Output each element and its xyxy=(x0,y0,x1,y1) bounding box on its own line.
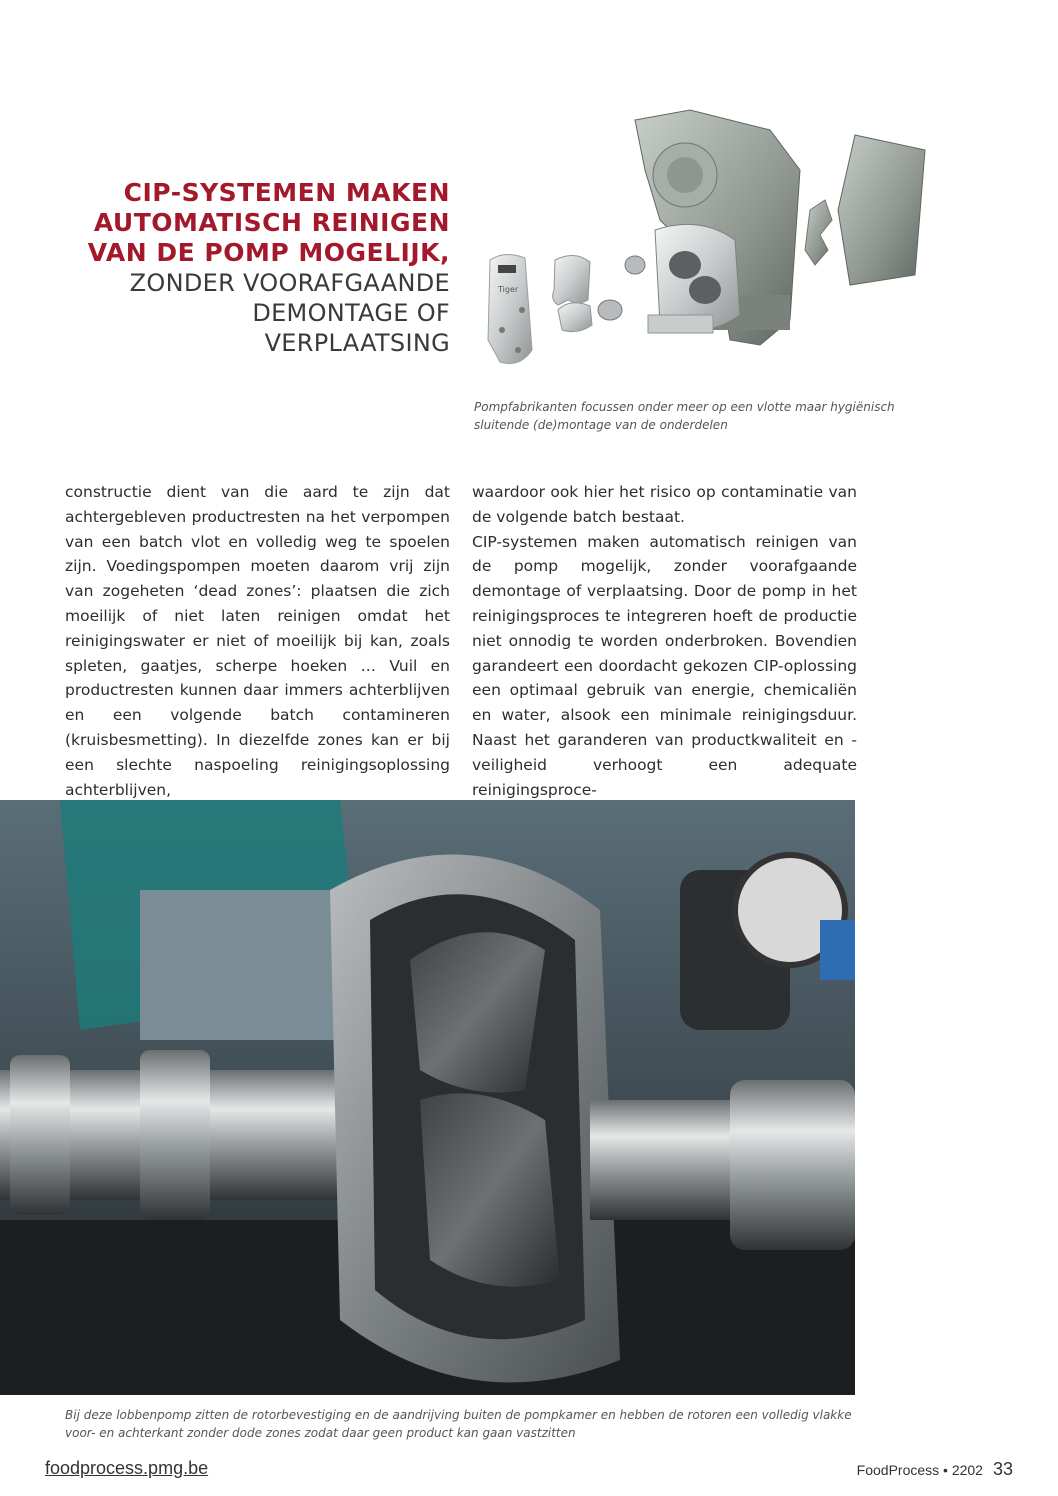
article-headline xyxy=(60,178,450,358)
top-figure-caption: Pompfabrikanten focussen onder meer op een vlotte maar hygiënisch sluitende (de)montage van de onderdelen xyxy=(474,400,895,432)
rotor-lobes xyxy=(553,255,645,331)
bottom-figure-caption: Bij deze lobbenpomp zitten de rotorbevestiging en de aandrijving buiten de pompkamer en hebben de rotoren een volledig vlakke voor- en achterkant zonder dode zones zodat daar geen product kan gaan vastzitten xyxy=(65,1408,852,1440)
headline-bold-line-2: AUTOMATISCH REINIGEN xyxy=(93,208,450,237)
pump-head xyxy=(648,224,740,333)
lobe-pump-photo xyxy=(0,800,855,1395)
body-paragraph: constructie dient van die aard te zijn dat achtergebleven productresten na het verpompen van een batch vlot en volledig weg te spoelen zijn. Voedingspompen moeten daarom vrij zijn van zogeheten ‘dead zones’: plaatsen die zich moeilijk of niet laten reinigen omdat het reinigingswater er niet of moeilijk bij kan, zoals spleten, gaatjes, scherpe hoeken … Vuil en productresten kunnen daar immers achterblijven en een volgende batch contamineren (kruisbesmetting). In diezelfde zones kan er bij een slechte naspoeling reinigingsoplossing achterblijven, xyxy=(65,483,450,799)
front-cover-plate xyxy=(488,254,532,363)
issue-label: FoodProcess • 2202 xyxy=(856,1462,983,1478)
page-number: 33 xyxy=(992,1459,1013,1479)
body-column-left xyxy=(65,480,450,802)
page-footer xyxy=(857,1459,1013,1480)
body-paragraph: CIP-systemen maken automatisch reinigen van de pomp mogelijk, zonder voorafgaande demontage of verplaatsing. Door de pomp in het reinigingsproces te integreren hoeft de productie niet onnodig te worden onderbroken. Bovendien garandeert een doordacht gekozen CIP-oplossing een optimaal gebruik van energie, chemicaliën en water, alsook een minimale reinigingsduur. Naast het garanderen van productkwaliteit en -veiligheid verhoogt een adequate reinigingsproce- xyxy=(472,532,857,799)
side-plates xyxy=(805,135,925,285)
website-link[interactable]: foodprocess.pmg.be xyxy=(45,1458,209,1478)
headline-light-line-3: VERPLAATSING xyxy=(264,329,450,357)
body-column-right xyxy=(472,480,857,802)
headline-light-line-2: DEMONTAGE OF xyxy=(252,299,450,327)
headline-light-line-1: ZONDER VOORAFGAANDE xyxy=(129,269,450,297)
headline-bold-line-3: VAN DE POMP MOGELIJK, xyxy=(87,238,450,267)
svg-text:Tiger: Tiger xyxy=(498,285,519,294)
body-paragraph: waardoor ook hier het risico op contaminatie van de volgende batch bestaat. xyxy=(472,483,857,526)
exploded-pump-illustration xyxy=(470,100,940,390)
headline-bold-line-1: CIP-SYSTEMEN MAKEN xyxy=(123,178,450,207)
